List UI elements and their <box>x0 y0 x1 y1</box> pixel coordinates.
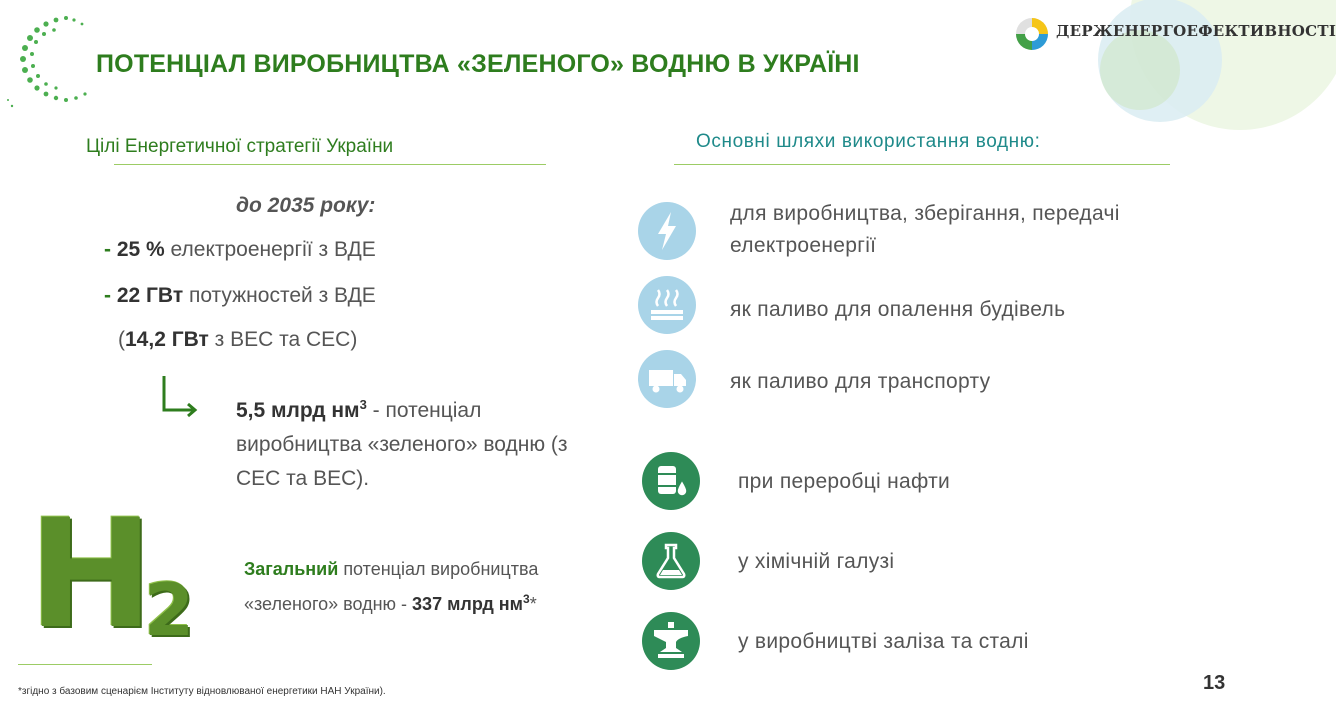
h2-letter: H <box>28 488 154 662</box>
page-title: ПОТЕНЦІАЛ ВИРОБНИЦТВА «ЗЕЛЕНОГО» ВОДНЮ В УКРАЇНІ <box>96 50 860 78</box>
h2-subscript: 2 <box>144 568 195 652</box>
use-oil-refining: при переробці нафти <box>738 470 951 493</box>
goal-wind-solar <box>118 328 357 352</box>
anvil-icon <box>642 612 700 670</box>
goal-paren: ( <box>118 328 125 351</box>
heading-underline <box>114 164 546 165</box>
total-potential <box>244 554 544 619</box>
uses-heading: Основні шляхи використання водню: <box>696 131 1041 152</box>
heading-underline <box>674 164 1170 165</box>
strategy-heading: Цілі Енергетичної стратегії України <box>86 136 394 157</box>
use-transport: як паливо для транспорту <box>730 370 991 393</box>
heating-icon <box>638 276 696 334</box>
total-value: 337 млрд нм <box>412 594 523 614</box>
target-year: до 2035 року: <box>236 194 376 217</box>
decorative-circles <box>1080 0 1280 140</box>
use-chemical: у хімічній галузі <box>738 550 895 573</box>
agency-logo-icon <box>1014 16 1050 52</box>
total-label: Загальний <box>244 559 339 579</box>
goal-value: 25 % <box>116 238 165 261</box>
flask-icon <box>642 532 700 590</box>
use-steel: у виробництві заліза та сталі <box>738 630 1029 653</box>
agency-name: ДЕРЖЕНЕРГОЕФЕКТИВНОСТІ <box>1056 22 1336 40</box>
use-electricity: для виробництва, зберігання, передачі <box>730 202 1120 225</box>
footnote: *згідно з базовим сценарієм Інституту відновлюваної енергетики НАН України). <box>18 686 386 697</box>
page-number: 13 <box>1203 672 1226 694</box>
potential-text: - потенціал виробництва «зеленого» водню (з СЕС та ВЕС). <box>236 399 568 490</box>
goal-value: 14,2 ГВт <box>125 328 209 351</box>
swirl-logo-icon <box>4 10 108 110</box>
h2-moss-illustration <box>28 488 198 662</box>
total-text: потенціал виробництва «зеленого» водню - <box>244 559 539 614</box>
footnote-divider <box>18 664 152 665</box>
use-heating: як паливо для опалення будівель <box>730 298 1066 321</box>
goal-text: електроенергії з ВДЕ <box>164 238 376 261</box>
goal-value: 22 ГВт <box>116 284 184 307</box>
goal-text: з ВЕС та СЕС) <box>208 328 358 351</box>
potential-value: 5,5 млрд нм <box>236 399 360 422</box>
oil-barrel-icon <box>642 452 700 510</box>
potential-unit-sup: 3 <box>359 397 367 412</box>
green-hydrogen-potential <box>236 388 586 496</box>
total-unit-sup: 3 <box>523 592 530 606</box>
lightning-icon <box>638 202 696 260</box>
goal-capacity: - 22 ГВт потужностей з ВДЕ <box>104 284 376 307</box>
goal-text: потужностей з ВДЕ <box>183 284 376 307</box>
footnote-star: * <box>529 594 537 614</box>
truck-icon <box>638 350 696 408</box>
arrow-down-right-icon <box>160 374 200 414</box>
use-electricity-cont: електроенергії <box>730 234 877 257</box>
goal-renewable-share: - 25 % електроенергії з ВДЕ <box>104 238 376 261</box>
